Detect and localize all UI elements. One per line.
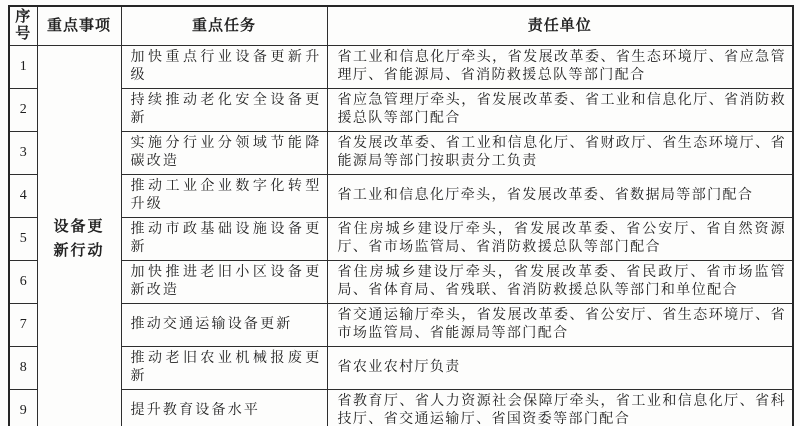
header-key-task: 重点任务 [121,6,327,46]
key-tasks-table [8,5,794,426]
table-row [9,132,793,175]
row-number: 5 [9,218,37,261]
table-row [9,261,793,304]
row-number: 2 [9,89,37,132]
task-cell: 加快重点行业设备更新升级 [121,46,327,89]
header-responsible-unit: 责任单位 [327,6,793,46]
task-cell: 推动老旧农业机械报废更新 [121,347,327,390]
header-row [9,6,793,46]
header-key-matter: 重点事项 [37,6,121,46]
unit-cell: 省住房城乡建设厅牵头，省发展改革委、省公安厅、省自然资源厅、省市场监管局、省消防救援总队等部门配合 [327,218,793,261]
unit-cell: 省教育厅、省人力资源社会保障厅牵头，省工业和信息化厅、省科技厅、省交通运输厅、省国资委等部门配合 [327,390,793,426]
unit-cell: 省应急管理厅牵头，省发展改革委、省工业和信息化厅、省消防救援总队等部门配合 [327,89,793,132]
task-cell: 持续推动老化安全设备更新 [121,89,327,132]
unit-cell: 省工业和信息化厅牵头，省发展改革委、省数据局等部门配合 [327,175,793,218]
row-number: 7 [9,304,37,347]
table-row [9,46,793,89]
header-serial-number: 序号 [9,6,37,46]
task-cell: 推动市政基础设施设备更新 [121,218,327,261]
table-row [9,218,793,261]
table-row [9,175,793,218]
task-cell: 推动交通运输设备更新 [121,304,327,347]
row-number: 6 [9,261,37,304]
row-number: 3 [9,132,37,175]
table-row [9,304,793,347]
matter-group-cell: 设备更新行动 [37,46,121,426]
table-row [9,89,793,132]
unit-cell: 省农业农村厅负责 [327,347,793,390]
row-number: 1 [9,46,37,89]
task-cell: 提升教育设备水平 [121,390,327,426]
table-row [9,347,793,390]
row-number: 9 [9,390,37,426]
task-cell: 加快推进老旧小区设备更新改造 [121,261,327,304]
task-cell: 实施分行业分领域节能降碳改造 [121,132,327,175]
unit-cell: 省发展改革委、省工业和信息化厅、省财政厅、省生态环境厅、省能源局等部门按职责分工负责 [327,132,793,175]
task-cell: 推动工业企业数字化转型升级 [121,175,327,218]
table-row [9,390,793,426]
unit-cell: 省工业和信息化厅牵头，省发展改革委、省生态环境厅、省应急管理厅、省能源局、省消防救援总队等部门配合 [327,46,793,89]
row-number: 4 [9,175,37,218]
unit-cell: 省交通运输厅牵头，省发展改革委、省公安厅、省生态环境厅、省市场监管局、省能源局等部门配合 [327,304,793,347]
row-number: 8 [9,347,37,390]
unit-cell: 省住房城乡建设厅牵头，省发展改革委、省民政厅、省市场监管局、省体育局、省残联、省消防救援总队等部门和单位配合 [327,261,793,304]
